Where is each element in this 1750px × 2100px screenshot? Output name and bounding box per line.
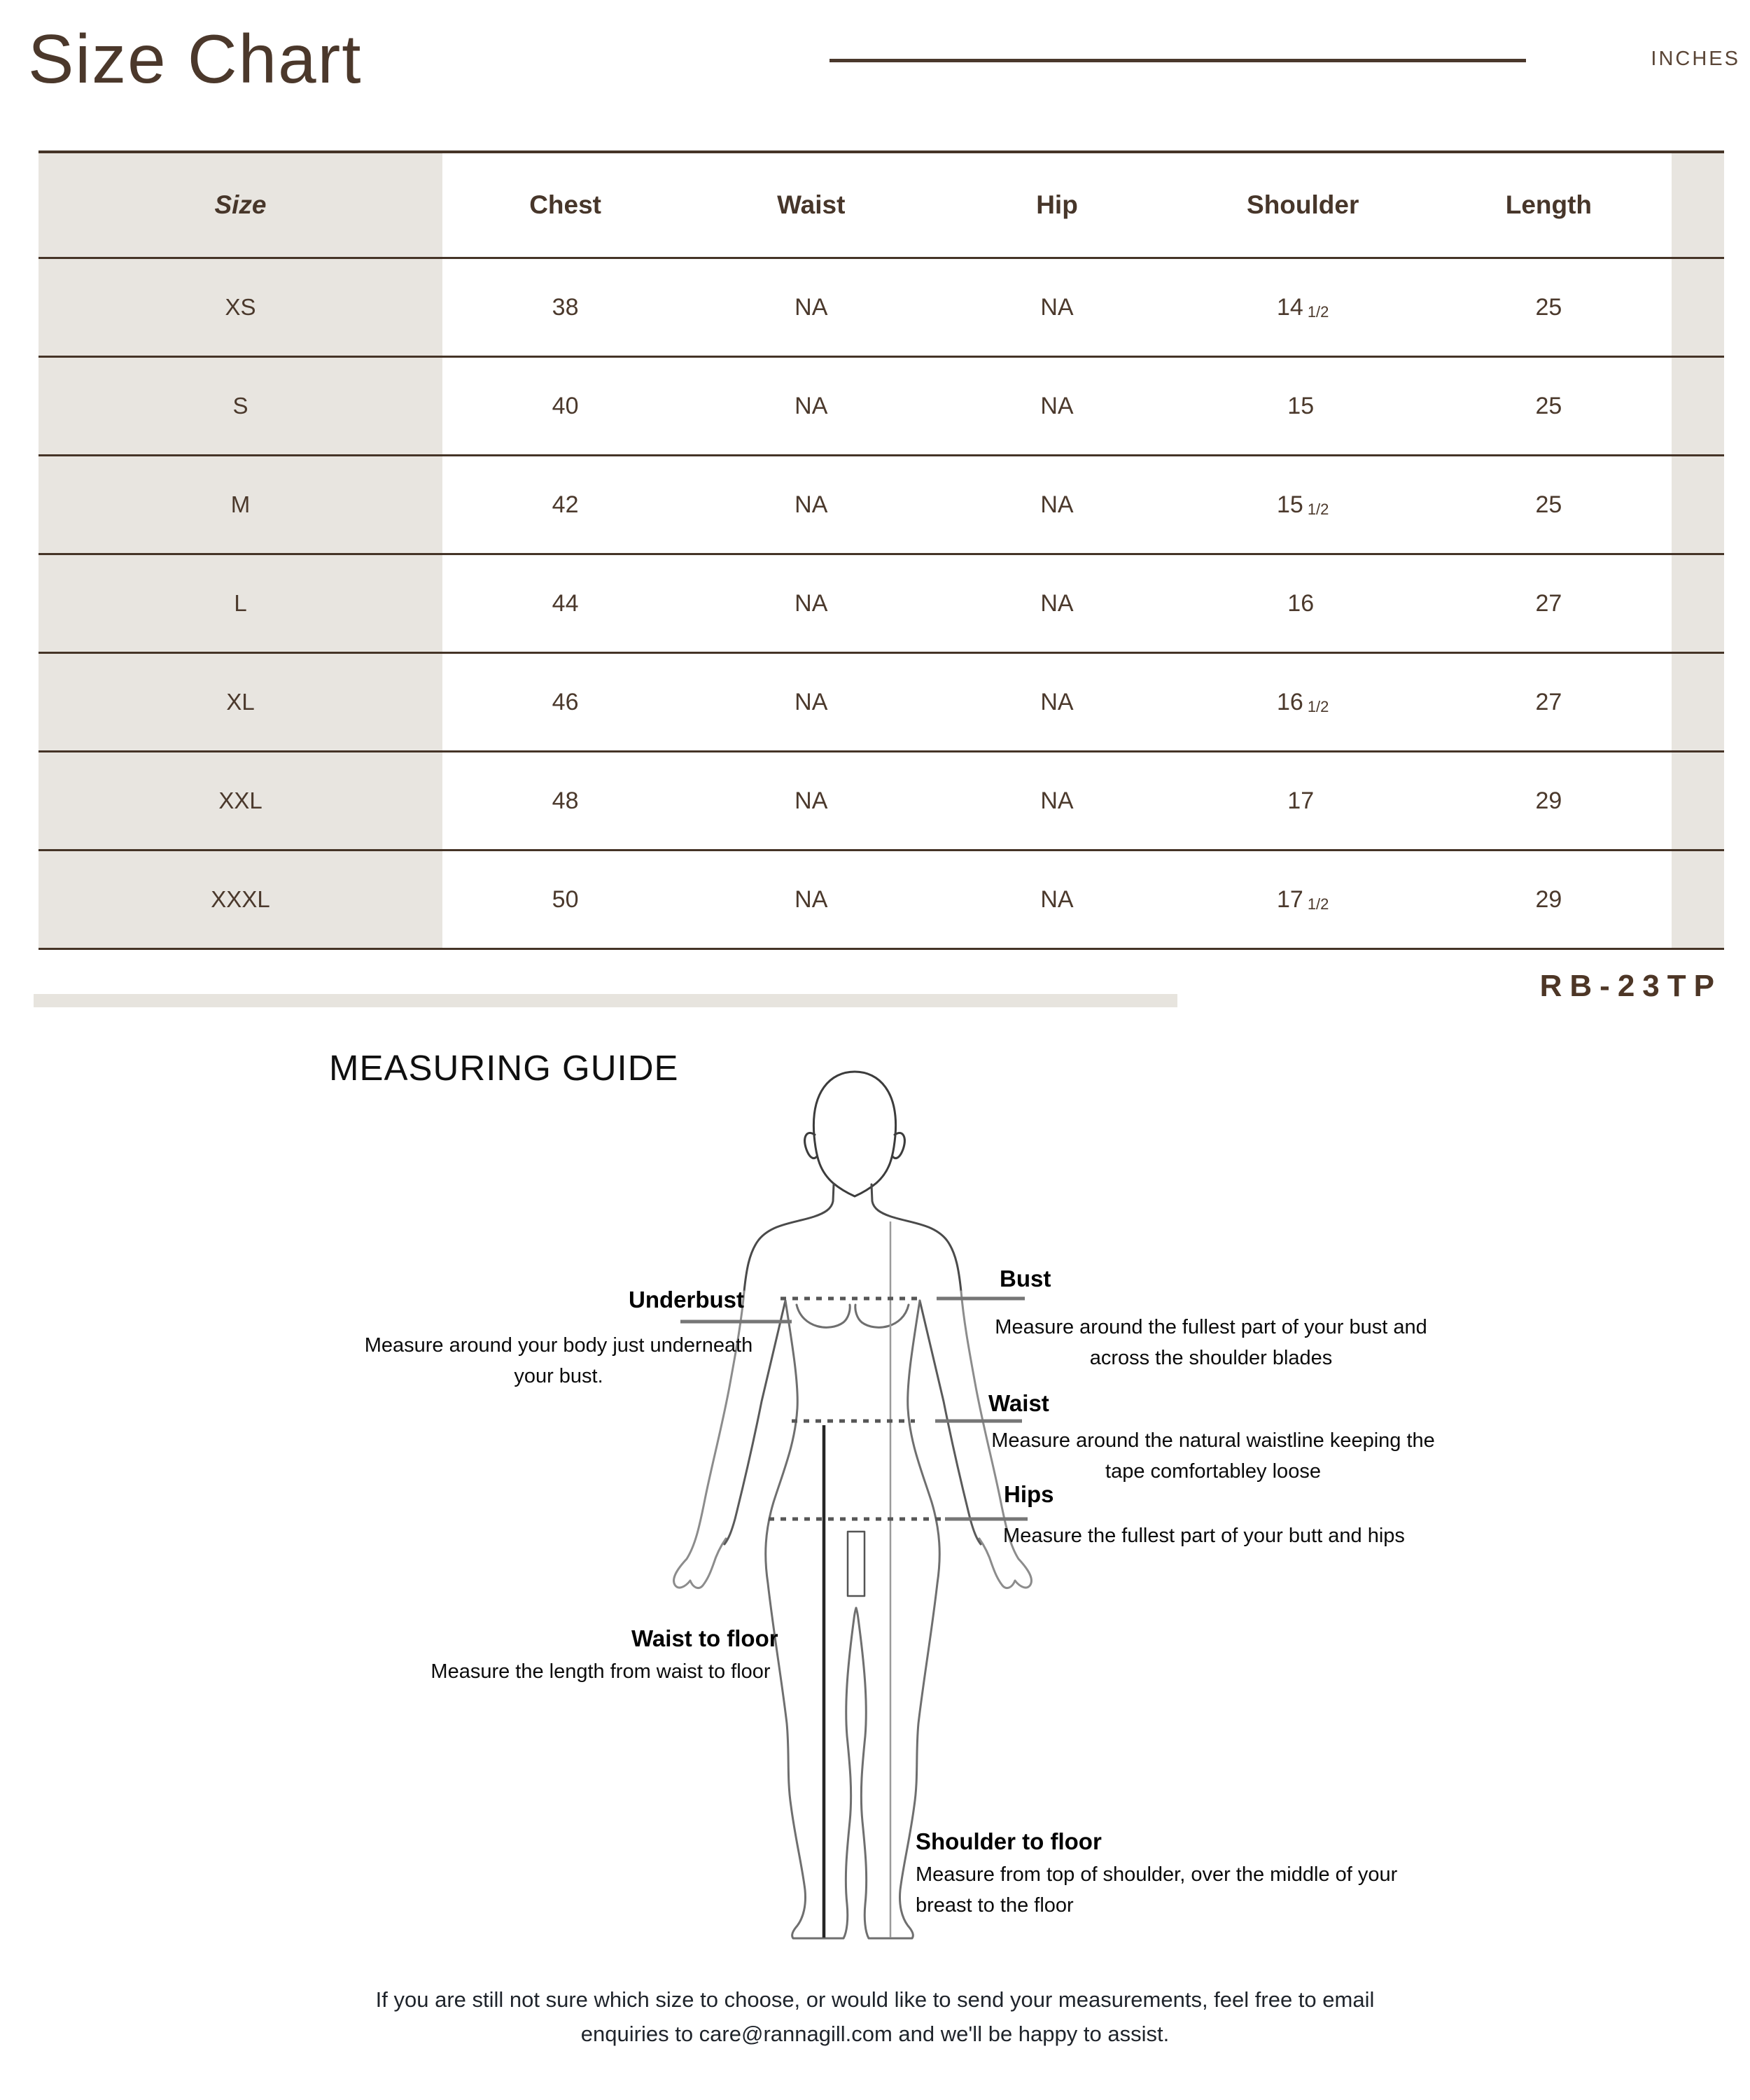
style-code: RB-23TP xyxy=(1539,969,1722,1003)
row-m-shoulder xyxy=(1180,456,1426,555)
row-xs-waist: NA xyxy=(688,259,934,358)
shoulder-value: 15 xyxy=(1287,392,1315,419)
row-xl-size: XL xyxy=(38,654,442,752)
table-right-strip xyxy=(1672,259,1724,358)
body-figure-illustration xyxy=(0,1036,1750,2016)
row-xxl-length: 29 xyxy=(1426,752,1672,851)
row-xxxl-waist: NA xyxy=(688,851,934,950)
row-xxxl-length: 29 xyxy=(1426,851,1672,950)
footer-line-2: enquiries to care@rannagill.com and we'll be happy to assist. xyxy=(580,2022,1170,2046)
waist-to-floor-label: Waist to floor xyxy=(631,1625,778,1651)
row-l-waist: NA xyxy=(688,555,934,654)
row-xs-hip: NA xyxy=(934,259,1180,358)
shoulder-value: 17 xyxy=(1287,787,1315,814)
row-xxxl-size: XXXL xyxy=(38,851,442,950)
row-s-length: 25 xyxy=(1426,358,1672,456)
unit-label: INCHES xyxy=(1651,48,1740,70)
shoulder-fraction: 1/2 xyxy=(1307,500,1329,518)
column-header-size: Size xyxy=(38,153,442,259)
row-xs-length: 25 xyxy=(1426,259,1672,358)
shoulder-value: 15 xyxy=(1276,491,1303,518)
hips-description: Measure the fullest part of your butt and hips xyxy=(1003,1525,1405,1547)
figure-outline xyxy=(674,1072,1032,1938)
table-right-strip xyxy=(1672,851,1724,950)
row-m-size: M xyxy=(38,456,442,555)
row-xs-size: XS xyxy=(38,259,442,358)
column-header-length: Length xyxy=(1426,153,1672,259)
row-s-chest: 40 xyxy=(442,358,688,456)
bust-label: Bust xyxy=(1000,1266,1051,1292)
waist-label: Waist xyxy=(988,1390,1049,1416)
shoulder-to-floor-description: Measure from top of shoulder, over the middle of your breast to the floor xyxy=(916,1863,1398,1917)
header-divider-line xyxy=(830,59,1526,62)
row-m-chest: 42 xyxy=(442,456,688,555)
row-xxl-hip: NA xyxy=(934,752,1180,851)
section-divider-bar xyxy=(34,994,1177,1007)
row-s-hip: NA xyxy=(934,358,1180,456)
row-xxl-waist: NA xyxy=(688,752,934,851)
table-right-strip xyxy=(1672,456,1724,555)
shoulder-to-floor-label: Shoulder to floor xyxy=(916,1828,1102,1854)
column-header-chest: Chest xyxy=(442,153,688,259)
table-right-strip xyxy=(1672,654,1724,752)
row-m-length: 25 xyxy=(1426,456,1672,555)
row-l-size: L xyxy=(38,555,442,654)
row-xl-chest: 46 xyxy=(442,654,688,752)
row-xxl-chest: 48 xyxy=(442,752,688,851)
row-s-waist: NA xyxy=(688,358,934,456)
table-right-strip xyxy=(1672,153,1724,259)
column-header-shoulder: Shoulder xyxy=(1180,153,1426,259)
shoulder-value: 16 xyxy=(1287,589,1315,617)
shoulder-value: 14 xyxy=(1276,293,1303,321)
row-m-hip: NA xyxy=(934,456,1180,555)
row-xl-shoulder xyxy=(1180,654,1426,752)
underbust-label: Underbust xyxy=(629,1287,744,1312)
shoulder-value: 16 xyxy=(1276,688,1303,715)
measuring-guide-title: MEASURING GUIDE xyxy=(329,1048,679,1088)
footer-note xyxy=(0,1982,1750,2051)
row-xxxl-chest: 50 xyxy=(442,851,688,950)
row-l-chest: 44 xyxy=(442,555,688,654)
table-right-strip xyxy=(1672,752,1724,851)
row-xs-shoulder xyxy=(1180,259,1426,358)
footer-line-1: If you are still not sure which size to choose, or would like to send your measurements, feel free to email xyxy=(375,1987,1375,2012)
row-s-shoulder xyxy=(1180,358,1426,456)
measurement-vertical-lines xyxy=(824,1222,890,1938)
underbust-description: Measure around your body just underneath your bust. xyxy=(364,1334,753,1387)
row-s-size: S xyxy=(38,358,442,456)
shoulder-value: 17 xyxy=(1276,886,1303,913)
table-right-strip xyxy=(1672,358,1724,456)
waist-description: Measure around the natural waistline keeping the tape comfortabley loose xyxy=(991,1429,1435,1483)
page-title: Size Chart xyxy=(28,20,363,97)
row-m-waist: NA xyxy=(688,456,934,555)
row-l-length: 27 xyxy=(1426,555,1672,654)
size-table xyxy=(38,150,1724,950)
row-xxxl-shoulder xyxy=(1180,851,1426,950)
table-right-strip xyxy=(1672,555,1724,654)
row-xxxl-hip: NA xyxy=(934,851,1180,950)
row-l-hip: NA xyxy=(934,555,1180,654)
row-xxl-size: XXL xyxy=(38,752,442,851)
row-xl-hip: NA xyxy=(934,654,1180,752)
shoulder-fraction: 1/2 xyxy=(1307,698,1329,715)
row-xxl-shoulder xyxy=(1180,752,1426,851)
shoulder-fraction: 1/2 xyxy=(1307,303,1329,321)
row-xs-chest: 38 xyxy=(442,259,688,358)
waist-to-floor-description: Measure the length from waist to floor xyxy=(430,1660,771,1683)
row-l-shoulder xyxy=(1180,555,1426,654)
row-xl-waist: NA xyxy=(688,654,934,752)
column-header-waist: Waist xyxy=(688,153,934,259)
hips-label: Hips xyxy=(1004,1481,1054,1507)
bust-description: Measure around the fullest part of your bust and across the shoulder blades xyxy=(995,1316,1427,1369)
column-header-hip: Hip xyxy=(934,153,1180,259)
shoulder-fraction: 1/2 xyxy=(1307,895,1329,913)
row-xl-length: 27 xyxy=(1426,654,1672,752)
